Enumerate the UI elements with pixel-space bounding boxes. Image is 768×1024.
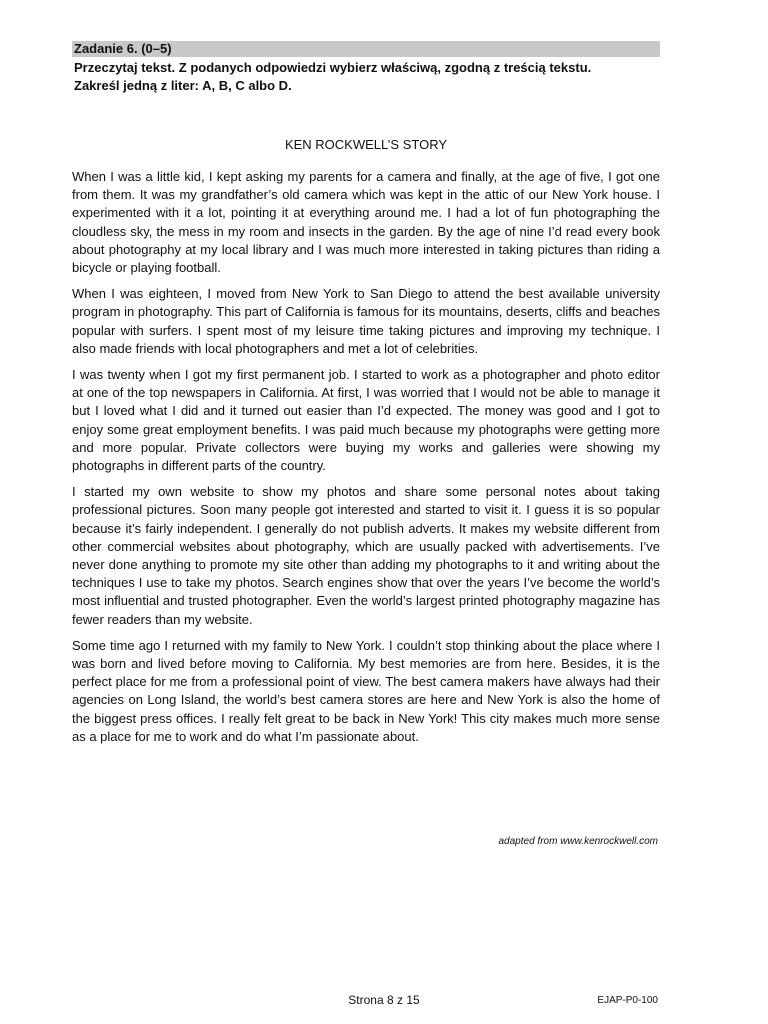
instruction-line-2: Zakreśl jedną z liter: A, B, C albo D. xyxy=(74,78,292,93)
page-number: Strona 8 z 15 xyxy=(348,993,420,1007)
story-paragraph-1: When I was a little kid, I kept asking my parents for a camera and finally, at the age of five, I got one from them. It was my grandfather’s old camera which was kept in the attic of our New York house. I experimented with it a lot, pointing it at everything around me. I had a lot of fun photographing the cloudless sky, the mess in my room and insects in the garden. By the age of nine I’d read every book about photography at my local library and I was much more interested in taking pictures than riding a bicycle or playing football. xyxy=(72,169,660,276)
story-paragraph-5: Some time ago I returned with my family to New York. I couldn’t stop thinking about the place where I was born and lived before moving to California. My best memories are from here. Besides, it is the perfect place for me from a professional point of view. The best camera makers have always had their agencies on Long Island, the world’s best camera stores are here and New York is also the home of the biggest press offices. I really felt great to be back in New York! This city makes much more sense as a place for me to work and do what I’m passionate about. xyxy=(72,637,660,744)
task-header: Zadanie 6. (0–5) xyxy=(72,41,660,57)
story-paragraph-2: When I was eighteen, I moved from New York to San Diego to attend the best available university program in photography. This part of California is famous for its mountains, deserts, cliffs and beaches popular with surfers. I spent most of my leisure time taking pictures and improving my technique. I also made friends with local photographers and met a lot of celebrities. xyxy=(72,286,660,356)
story-title: KEN ROCKWELL’S STORY xyxy=(284,137,448,152)
story-paragraph-3: I was twenty when I got my first permanent job. I started to work as a photographer and photo editor at one of the top newspapers in California. At first, I was worried that I would not be able to manage it but I loved what I did and it turned out easier than I’d expected. The money was good and I got to enjoy some great employment benefits. I was paid much because my photographs were getting more and more popular. Private collectors were buying my works and galleries were showing my photographs in different parts of the country. xyxy=(72,367,660,474)
task-instruction xyxy=(74,59,660,95)
exam-code: EJAP-P0-100 xyxy=(597,995,658,1006)
story-paragraph-4: I started my own website to show my photos and share some personal notes about taking professional pictures. Soon many people got interested and started to visit it. I guess it is so popular because it’s fairly independent. I generally do not publish adverts. It makes my website different from other commercial websites about photography, which are usually packed with advertisements. I’ve never done anything to promote my site other than adding my photographs to it and writing about the techniques I use to take my photos. Search engines show that over the years I’ve become the world’s most influential and trusted photographer. Even the world’s largest printed photography magazine has fewer readers than my website. xyxy=(72,484,660,627)
story-body xyxy=(72,168,660,754)
instruction-line-1: Przeczytaj tekst. Z podanych odpowiedzi wybierz właściwą, zgodną z treścią tekstu. xyxy=(74,60,592,75)
source-attribution: adapted from www.kenrockwell.com xyxy=(498,836,658,847)
